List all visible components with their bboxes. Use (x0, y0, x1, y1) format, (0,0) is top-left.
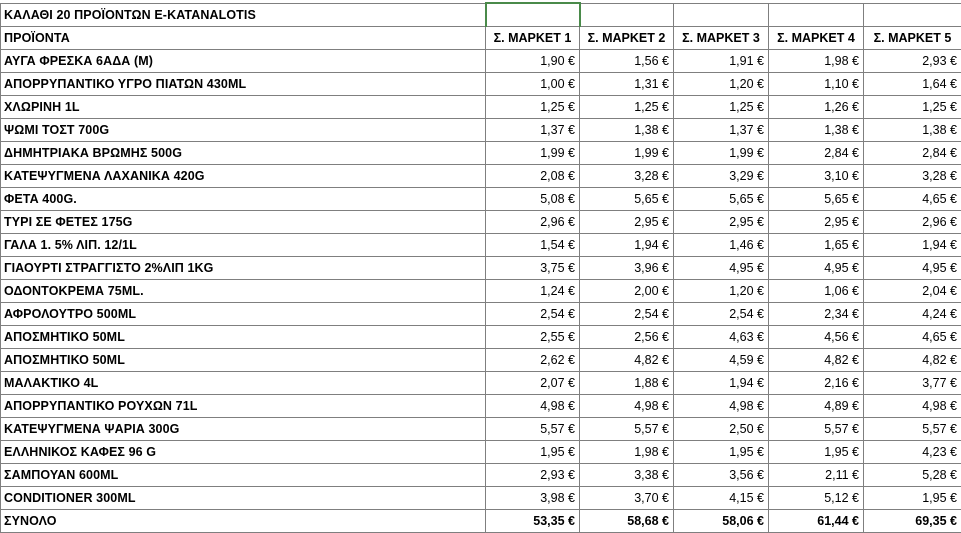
product-name-cell[interactable]: ΑΠΟΣΜΗΤΙΚΟ 50ML (1, 325, 486, 348)
price-cell-market-4[interactable]: 1,26 € (769, 95, 864, 118)
table-row (1, 49, 961, 72)
price-cell-market-2[interactable]: 1,99 € (580, 141, 674, 164)
table-row (1, 486, 961, 509)
price-cell-market-1[interactable]: 1,99 € (486, 141, 580, 164)
price-cell-market-4[interactable]: 1,65 € (769, 233, 864, 256)
price-cell-market-2[interactable]: 3,70 € (580, 486, 674, 509)
price-cell-market-1[interactable]: 1,00 € (486, 72, 580, 95)
price-cell-market-5[interactable]: 4,98 € (864, 394, 961, 417)
price-cell-market-4[interactable]: 3,10 € (769, 164, 864, 187)
sheet-title[interactable]: ΚΑΛΑΘΙ 20 ΠΡΟΪΟΝΤΩΝ E-KATANALOTIS (1, 3, 486, 26)
price-cell-market-5[interactable]: 4,95 € (864, 256, 961, 279)
product-name-cell[interactable]: ΕΛΛΗΝΙΚΟΣ ΚΑΦΕΣ 96 G (1, 440, 486, 463)
price-cell-market-1[interactable]: 1,95 € (486, 440, 580, 463)
price-cell-market-3[interactable]: 1,37 € (674, 118, 769, 141)
price-cell-market-3[interactable]: 4,63 € (674, 325, 769, 348)
table-row (1, 164, 961, 187)
empty-cell[interactable] (769, 3, 864, 26)
table-row (1, 141, 961, 164)
price-cell-market-4[interactable]: 4,95 € (769, 256, 864, 279)
price-cell-market-5[interactable]: 4,82 € (864, 348, 961, 371)
price-cell-market-3[interactable]: 1,91 € (674, 49, 769, 72)
market-2-header[interactable]: Σ. ΜΑΡΚΕΤ 2 (580, 26, 674, 49)
price-cell-market-1[interactable]: 2,93 € (486, 463, 580, 486)
price-cell-market-3[interactable]: 4,15 € (674, 486, 769, 509)
price-cell-market-3[interactable]: 2,50 € (674, 417, 769, 440)
table-row (1, 72, 961, 95)
price-cell-market-2[interactable]: 2,56 € (580, 325, 674, 348)
market-3-header[interactable]: Σ. ΜΑΡΚΕΤ 3 (674, 26, 769, 49)
product-name-cell[interactable]: ΧΛΩΡΙΝΗ 1L (1, 95, 486, 118)
product-name-cell[interactable]: ΑΦΡΟΛΟΥΤΡΟ 500ML (1, 302, 486, 325)
price-cell-market-2[interactable]: 1,88 € (580, 371, 674, 394)
price-cell-market-4[interactable]: 1,95 € (769, 440, 864, 463)
table-row (1, 256, 961, 279)
price-cell-market-1[interactable]: 5,08 € (486, 187, 580, 210)
price-cell-market-4[interactable]: 2,84 € (769, 141, 864, 164)
product-name-cell[interactable]: ΑΥΓΑ ΦΡΕΣΚΑ 6ΑΔΑ (M) (1, 49, 486, 72)
price-cell-market-2[interactable]: 2,95 € (580, 210, 674, 233)
price-cell-market-1[interactable]: 1,24 € (486, 279, 580, 302)
price-cell-market-5[interactable]: 2,93 € (864, 49, 961, 72)
price-cell-market-4[interactable]: 1,98 € (769, 49, 864, 72)
market-4-header[interactable]: Σ. ΜΑΡΚΕΤ 4 (769, 26, 864, 49)
price-cell-market-4[interactable]: 2,11 € (769, 463, 864, 486)
price-cell-market-3[interactable]: 2,95 € (674, 210, 769, 233)
price-cell-market-4[interactable]: 1,10 € (769, 72, 864, 95)
price-cell-market-4[interactable]: 5,57 € (769, 417, 864, 440)
table-row (1, 95, 961, 118)
price-cell-market-3[interactable]: 4,95 € (674, 256, 769, 279)
price-cell-market-4[interactable]: 5,65 € (769, 187, 864, 210)
price-cell-market-2[interactable]: 1,38 € (580, 118, 674, 141)
product-name-cell[interactable]: ΟΔΟΝΤΟΚΡΕΜΑ 75ML. (1, 279, 486, 302)
price-cell-market-4[interactable]: 5,12 € (769, 486, 864, 509)
price-cell-market-1[interactable]: 53,35 € (486, 509, 580, 532)
product-name-cell[interactable]: ΣΑΜΠΟΥΑΝ 600ML (1, 463, 486, 486)
price-cell-market-3[interactable]: 1,95 € (674, 440, 769, 463)
empty-cell[interactable] (580, 3, 674, 26)
price-cell-market-3[interactable]: 4,98 € (674, 394, 769, 417)
price-cell-market-3[interactable]: 2,54 € (674, 302, 769, 325)
product-name-cell[interactable]: ΓΙΑΟΥΡΤΙ ΣΤΡΑΓΓΙΣΤΟ 2%ΛΙΠ 1KG (1, 256, 486, 279)
price-cell-market-1[interactable]: 1,90 € (486, 49, 580, 72)
price-cell-market-3[interactable]: 1,20 € (674, 72, 769, 95)
table-row (1, 348, 961, 371)
price-cell-market-2[interactable]: 3,38 € (580, 463, 674, 486)
price-cell-market-5[interactable]: 2,04 € (864, 279, 961, 302)
price-cell-market-2[interactable]: 2,00 € (580, 279, 674, 302)
price-cell-market-2[interactable]: 2,54 € (580, 302, 674, 325)
price-cell-market-1[interactable]: 3,75 € (486, 256, 580, 279)
price-cell-market-5[interactable]: 1,25 € (864, 95, 961, 118)
price-cell-market-1[interactable]: 1,37 € (486, 118, 580, 141)
price-table (0, 2, 961, 533)
price-cell-market-1[interactable]: 3,98 € (486, 486, 580, 509)
price-cell-market-5[interactable]: 2,96 € (864, 210, 961, 233)
price-cell-market-5[interactable]: 1,64 € (864, 72, 961, 95)
market-1-header[interactable]: Σ. ΜΑΡΚΕΤ 1 (486, 26, 580, 49)
price-cell-market-2[interactable]: 1,25 € (580, 95, 674, 118)
price-cell-market-4[interactable]: 4,56 € (769, 325, 864, 348)
price-cell-market-3[interactable]: 1,20 € (674, 279, 769, 302)
price-cell-market-3[interactable]: 1,94 € (674, 371, 769, 394)
price-cell-market-4[interactable]: 1,38 € (769, 118, 864, 141)
price-comparison-sheet (0, 2, 961, 533)
products-header[interactable]: ΠΡΟΪΟΝΤΑ (1, 26, 486, 49)
price-cell-market-1[interactable]: 2,54 € (486, 302, 580, 325)
price-cell-market-5[interactable]: 3,28 € (864, 164, 961, 187)
product-name-cell[interactable]: ΚΑΤΕΨΥΓΜΕΝΑ ΨΑΡΙΑ 300G (1, 417, 486, 440)
price-cell-market-5[interactable]: 5,28 € (864, 463, 961, 486)
price-cell-market-1[interactable]: 1,25 € (486, 95, 580, 118)
table-row (1, 118, 961, 141)
price-cell-market-2[interactable]: 1,31 € (580, 72, 674, 95)
table-row (1, 233, 961, 256)
product-name-cell[interactable]: ΤΥΡΙ ΣΕ ΦΕΤΕΣ 175G (1, 210, 486, 233)
price-cell-market-5[interactable]: 4,65 € (864, 325, 961, 348)
price-cell-market-3[interactable]: 5,65 € (674, 187, 769, 210)
price-cell-market-4[interactable]: 2,95 € (769, 210, 864, 233)
header-row (1, 26, 961, 49)
price-cell-market-3[interactable]: 3,56 € (674, 463, 769, 486)
price-cell-market-3[interactable]: 3,29 € (674, 164, 769, 187)
price-cell-market-5[interactable]: 1,94 € (864, 233, 961, 256)
price-cell-market-3[interactable]: 58,06 € (674, 509, 769, 532)
price-cell-market-1[interactable]: 4,98 € (486, 394, 580, 417)
price-cell-market-3[interactable]: 4,59 € (674, 348, 769, 371)
product-name-cell[interactable]: ΨΩΜΙ ΤΟΣΤ 700G (1, 118, 486, 141)
price-cell-market-5[interactable]: 4,65 € (864, 187, 961, 210)
price-cell-market-3[interactable]: 1,99 € (674, 141, 769, 164)
price-cell-market-1[interactable]: 1,54 € (486, 233, 580, 256)
price-cell-market-2[interactable]: 5,57 € (580, 417, 674, 440)
title-row (1, 3, 961, 26)
table-row (1, 417, 961, 440)
empty-cell[interactable] (674, 3, 769, 26)
product-name-cell[interactable]: ΔΗΜΗΤΡΙΑΚΑ ΒΡΩΜΗΣ 500G (1, 141, 486, 164)
price-cell-market-4[interactable]: 61,44 € (769, 509, 864, 532)
price-cell-market-2[interactable]: 3,28 € (580, 164, 674, 187)
price-cell-market-1[interactable]: 2,07 € (486, 371, 580, 394)
product-name-cell[interactable]: CONDITIONER 300ML (1, 486, 486, 509)
table-row (1, 394, 961, 417)
table-row (1, 440, 961, 463)
price-cell-market-5[interactable]: 1,95 € (864, 486, 961, 509)
price-cell-market-4[interactable]: 4,89 € (769, 394, 864, 417)
price-cell-market-3[interactable]: 1,25 € (674, 95, 769, 118)
product-name-cell[interactable]: ΚΑΤΕΨΥΓΜΕΝΑ ΛΑΧΑΝΙΚΑ 420G (1, 164, 486, 187)
table-row (1, 371, 961, 394)
price-cell-market-2[interactable]: 4,98 € (580, 394, 674, 417)
price-cell-market-2[interactable]: 5,65 € (580, 187, 674, 210)
price-cell-market-4[interactable]: 2,34 € (769, 302, 864, 325)
total-row (1, 509, 961, 532)
table-row (1, 463, 961, 486)
price-cell-market-5[interactable]: 69,35 € (864, 509, 961, 532)
price-cell-market-2[interactable]: 1,56 € (580, 49, 674, 72)
product-name-cell[interactable]: ΜΑΛΑΚΤΙΚΟ 4L (1, 371, 486, 394)
table-row (1, 210, 961, 233)
product-name-cell[interactable]: ΑΠΟΡΡΥΠΑΝΤΙΚΟ ΡΟΥΧΩΝ 71L (1, 394, 486, 417)
price-cell-market-2[interactable]: 4,82 € (580, 348, 674, 371)
price-cell-market-5[interactable]: 4,24 € (864, 302, 961, 325)
product-name-cell[interactable]: ΑΠΟΣΜΗΤΙΚΟ 50ML (1, 348, 486, 371)
market-5-header[interactable]: Σ. ΜΑΡΚΕΤ 5 (864, 26, 961, 49)
price-cell-market-1[interactable]: 5,57 € (486, 417, 580, 440)
product-name-cell[interactable]: ΣΥΝΟΛΟ (1, 509, 486, 532)
price-cell-market-5[interactable]: 3,77 € (864, 371, 961, 394)
price-cell-market-4[interactable]: 1,06 € (769, 279, 864, 302)
price-cell-market-2[interactable]: 3,96 € (580, 256, 674, 279)
price-cell-market-1[interactable]: 2,55 € (486, 325, 580, 348)
empty-cell[interactable] (864, 3, 961, 26)
price-cell-market-2[interactable]: 1,98 € (580, 440, 674, 463)
selected-cell[interactable] (486, 3, 580, 26)
price-cell-market-4[interactable]: 2,16 € (769, 371, 864, 394)
product-name-cell[interactable]: ΦΕΤΑ 400G. (1, 187, 486, 210)
price-cell-market-1[interactable]: 2,96 € (486, 210, 580, 233)
price-cell-market-3[interactable]: 1,46 € (674, 233, 769, 256)
price-cell-market-1[interactable]: 2,62 € (486, 348, 580, 371)
price-cell-market-4[interactable]: 4,82 € (769, 348, 864, 371)
price-cell-market-5[interactable]: 1,38 € (864, 118, 961, 141)
table-row (1, 279, 961, 302)
product-name-cell[interactable]: ΓΑΛΑ 1. 5% ΛΙΠ. 12/1L (1, 233, 486, 256)
price-cell-market-1[interactable]: 2,08 € (486, 164, 580, 187)
table-row (1, 302, 961, 325)
price-cell-market-5[interactable]: 4,23 € (864, 440, 961, 463)
price-cell-market-5[interactable]: 5,57 € (864, 417, 961, 440)
table-row (1, 325, 961, 348)
price-cell-market-5[interactable]: 2,84 € (864, 141, 961, 164)
product-name-cell[interactable]: ΑΠΟΡΡΥΠΑΝΤΙΚΟ ΥΓΡΟ ΠΙΑΤΩΝ 430ML (1, 72, 486, 95)
price-cell-market-2[interactable]: 58,68 € (580, 509, 674, 532)
table-row (1, 187, 961, 210)
price-cell-market-2[interactable]: 1,94 € (580, 233, 674, 256)
